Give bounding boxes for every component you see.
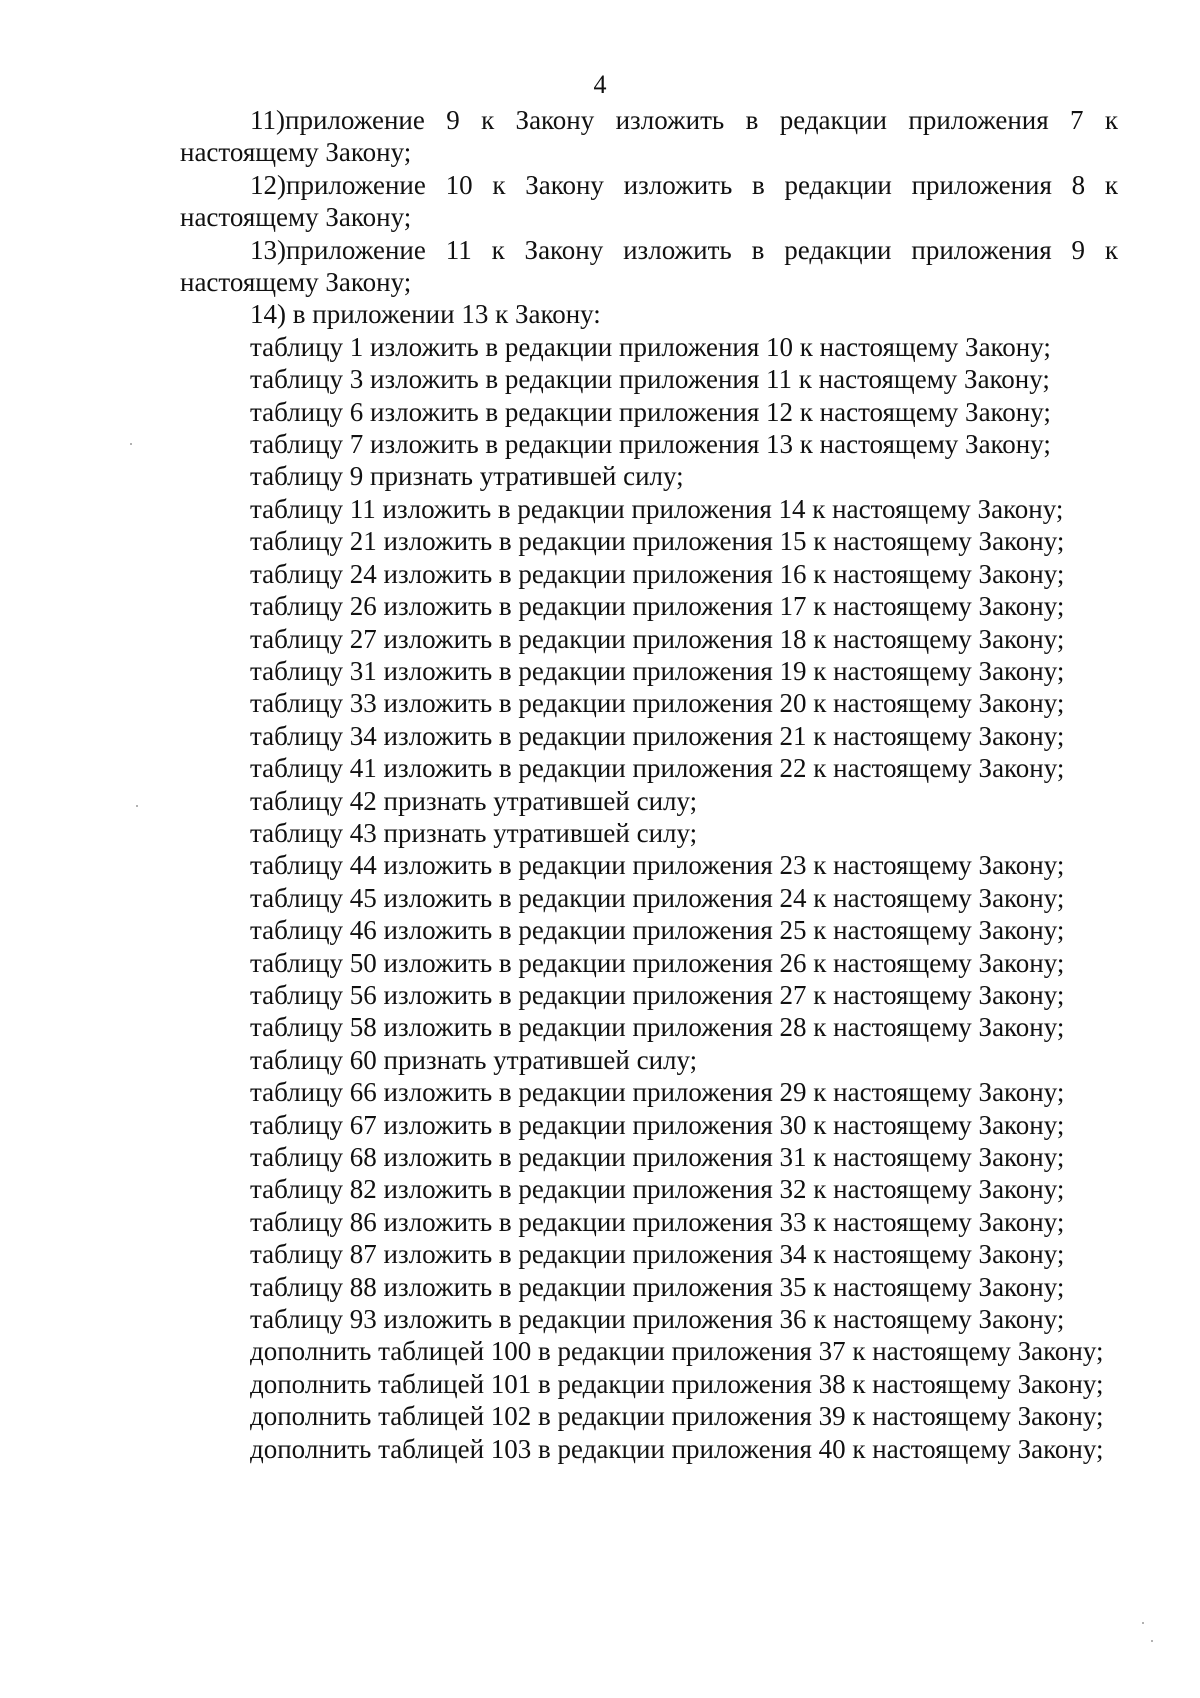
- list-item: таблицу 58 изложить в редакции приложения 28 к настоящему Закону;: [250, 1012, 1065, 1043]
- list-item: таблицу 27 изложить в редакции приложения 18 к настоящему Закону;: [250, 623, 1065, 654]
- paragraph-add-table-101: дополнить таблицей 101 в редакции приложения 38 к настоящему Закону;: [250, 1368, 1104, 1399]
- section-intro-item-14: 14) в приложении 13 к Закону:: [250, 299, 601, 330]
- list-item: таблицу 87 изложить в редакции приложения 34 к настоящему Закону;: [250, 1239, 1065, 1270]
- list-item: таблицу 9 признать утратившей силу;: [250, 461, 684, 492]
- list-item: таблицу 88 изложить в редакции приложения 35 к настоящему Закону;: [250, 1271, 1065, 1302]
- list-item: таблицу 43 признать утратившей силу;: [250, 817, 698, 848]
- scan-speck: [136, 805, 138, 807]
- list-item: таблицу 42 признать утратившей силу;: [250, 785, 698, 816]
- paragraph-item-11: 11)приложение 9 к Закону изложить в редакции приложения 7 к настоящему Закону;: [180, 105, 1118, 168]
- list-item: таблицу 11 изложить в редакции приложения 14 к настоящему Закону;: [250, 493, 1064, 524]
- paragraph-add-table-100: дополнить таблицей 100 в редакции приложения 37 к настоящему Закону;: [250, 1336, 1104, 1367]
- paragraph-item-12: 12)приложение 10 к Закону изложить в редакции приложения 8 к настоящему Закону;: [180, 169, 1118, 233]
- list-item: таблицу 45 изложить в редакции приложения 24 к настоящему Закону;: [250, 882, 1065, 913]
- list-item: таблицу 21 изложить в редакции приложения 15 к настоящему Закону;: [250, 526, 1065, 557]
- document-body: [180, 104, 1118, 1465]
- list-item: таблицу 24 изложить в редакции приложения 16 к настоящему Закону;: [250, 558, 1065, 589]
- paragraph-item-13: 13)приложение 11 к Закону изложить в редакции приложения 9 к настоящему Закону;: [180, 234, 1118, 298]
- list-item: таблицу 82 изложить в редакции приложения 32 к настоящему Закону;: [250, 1174, 1065, 1205]
- list-item: таблицу 46 изложить в редакции приложения 25 к настоящему Закону;: [250, 915, 1065, 946]
- list-item: таблицу 93 изложить в редакции приложения 36 к настоящему Закону;: [250, 1304, 1065, 1335]
- list-item: таблицу 67 изложить в редакции приложения 30 к настоящему Закону;: [250, 1109, 1065, 1140]
- list-item: таблицу 44 изложить в редакции приложения 23 к настоящему Закону;: [250, 850, 1065, 881]
- page-number: 4: [593, 70, 607, 99]
- list-item: таблицу 41 изложить в редакции приложения 22 к настоящему Закону;: [250, 753, 1065, 784]
- list-item: таблицу 34 изложить в редакции приложения 21 к настоящему Закону;: [250, 720, 1065, 751]
- scan-speck: [130, 443, 132, 445]
- list-item: таблицу 33 изложить в редакции приложения 20 к настоящему Закону;: [250, 688, 1065, 719]
- list-item: таблицу 1 изложить в редакции приложения 10 к настоящему Закону;: [250, 331, 1051, 362]
- list-item: таблицу 66 изложить в редакции приложения 29 к настоящему Закону;: [250, 1077, 1065, 1108]
- list-item: таблицу 3 изложить в редакции приложения 11 к настоящему Закону;: [250, 364, 1050, 395]
- list-item: таблицу 26 изложить в редакции приложения 17 к настоящему Закону;: [250, 591, 1065, 622]
- list-item: таблицу 31 изложить в редакции приложения 19 к настоящему Закону;: [250, 655, 1065, 686]
- scan-speck: [1151, 1640, 1153, 1642]
- list-item: таблицу 68 изложить в редакции приложения 31 к настоящему Закону;: [250, 1142, 1065, 1172]
- list-item: таблицу 56 изложить в редакции приложения 27 к настоящему Закону;: [250, 979, 1065, 1010]
- list-item: таблицу 60 признать утратившей силу;: [250, 1044, 698, 1075]
- list-item: таблицу 50 изложить в редакции приложения 26 к настоящему Закону;: [250, 947, 1065, 978]
- paragraph-add-table-102: дополнить таблицей 102 в редакции приложения 39 к настоящему Закону;: [250, 1401, 1104, 1432]
- list-item: таблицу 7 изложить в редакции приложения 13 к настоящему Закону;: [250, 429, 1051, 460]
- table-amendments-list: [180, 331, 1118, 1336]
- paragraph-add-table-103: дополнить таблицей 103 в редакции приложения 40 к настоящему Закону;: [250, 1433, 1104, 1464]
- list-item: таблицу 86 изложить в редакции приложения 33 к настоящему Закону;: [250, 1206, 1065, 1237]
- scan-speck: [1142, 1622, 1144, 1624]
- list-item: таблицу 6 изложить в редакции приложения 12 к настоящему Закону;: [250, 396, 1051, 427]
